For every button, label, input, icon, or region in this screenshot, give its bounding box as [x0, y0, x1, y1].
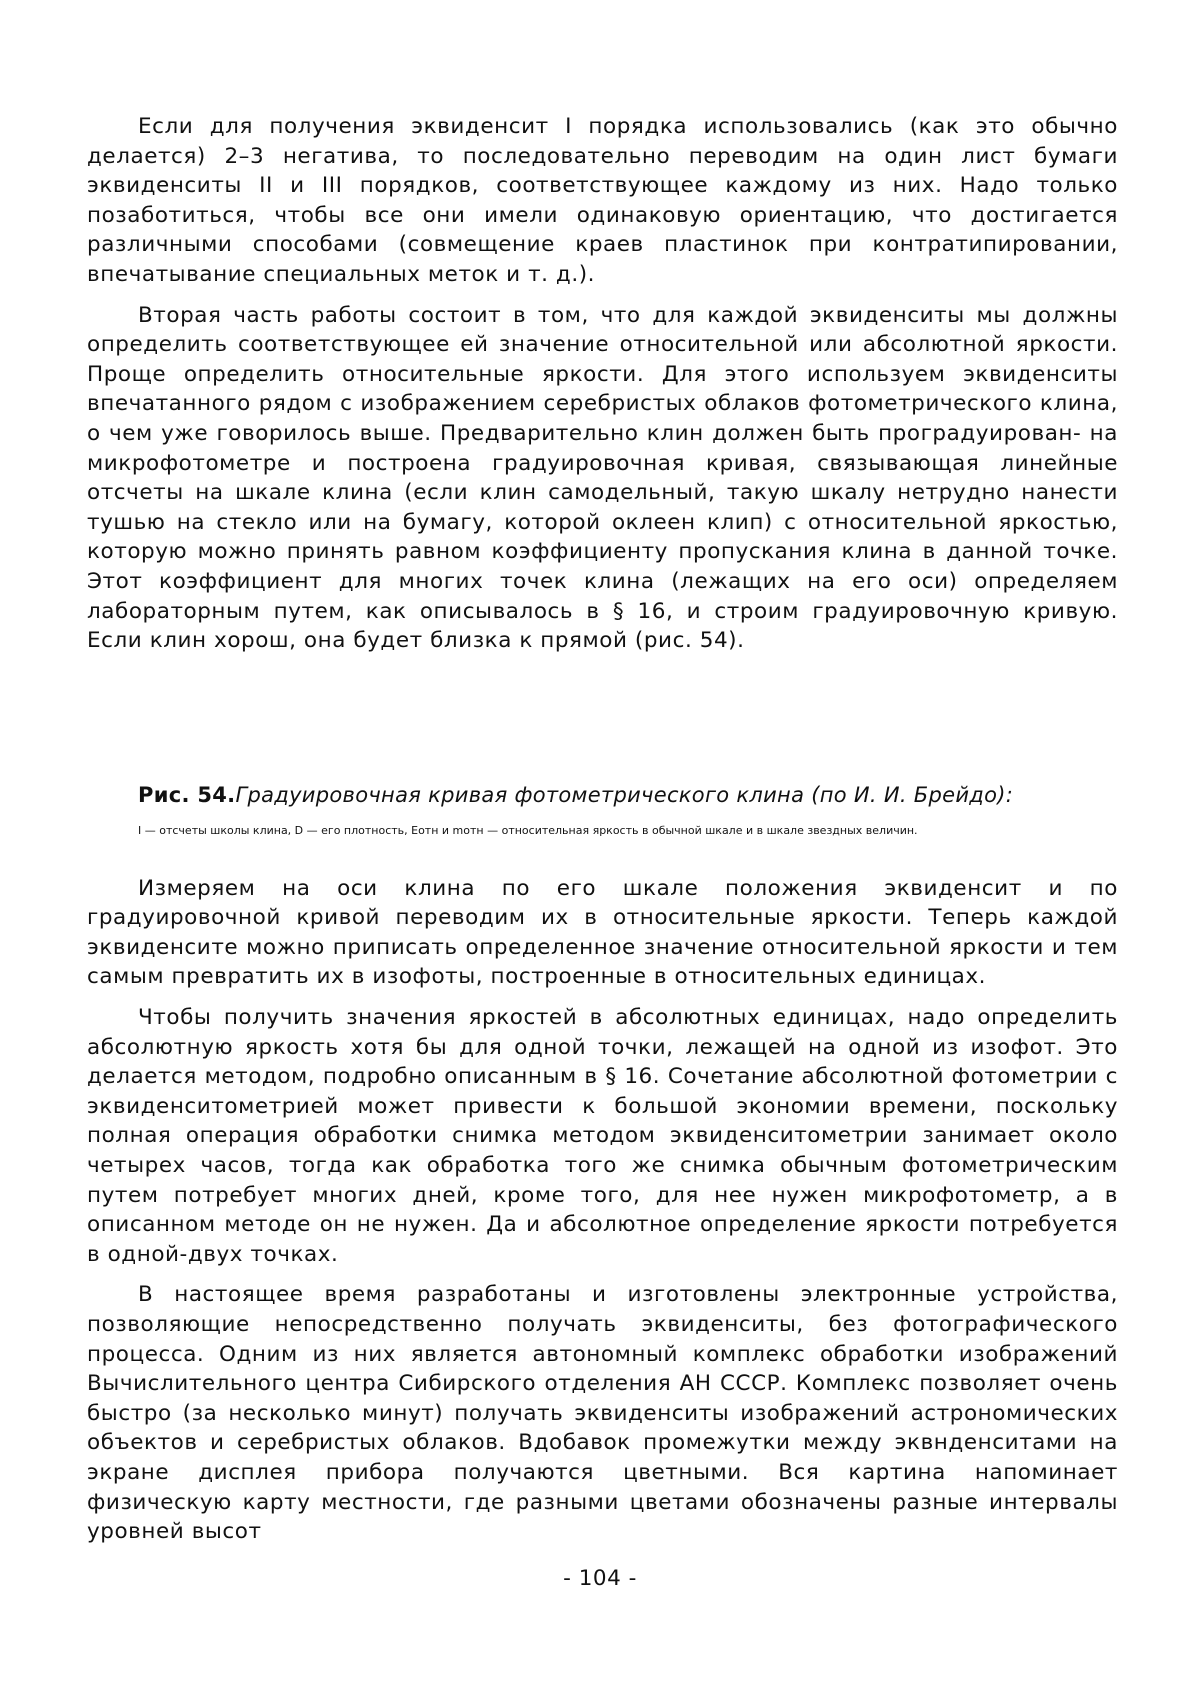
- figure-legend-note: I — отсчеты школы клина, D — его плотность, Eотн и mотн — относительная яркость в обычной шкале и в шкале звездных величин.: [138, 823, 918, 837]
- figure-label: Рис. 54.: [138, 782, 236, 807]
- figure-title: Градуировочная кривая фотометрического клина (по И. И. Брейдо):: [235, 782, 1014, 807]
- document-page: [87, 112, 1118, 1558]
- body-paragraph: Если для получения эквиденсит I порядка использовались (как это обычно делается) 2–3 негатива, то последовательно переводим на один лист бумаги эквиденситы II и III порядков, соответствующее каждому из них. Надо только позаботиться, чтобы все они имели одинаковую ориентацию, что достигается различными способами (совмещение краев пластинок при контратипировании, впечатывание специальных меток и т. д.).: [87, 114, 1118, 287]
- body-paragraph: В настоящее время разработаны и изготовлены электронные устройства, позволяющие непосредственно получать эквиденситы, без фотографического процесса. Одним из них является автономный комплекс обработки изображений Вычислительного центра Сибирского отделения АН СССР. Комплекс позволяет очень быстро (за несколько минут) получать эквиденситы изображений астрономических объектов и серебристых облаков. Вдобавок промежутки между эквнденситами на экране дисплея прибора получаются цветными. Вся картина напоминает физическую карту местности, где разными цветами обозначены разные интервалы уровней высот: [87, 1282, 1118, 1545]
- figure-caption: [87, 780, 1118, 810]
- figure-placeholder: [87, 667, 1118, 780]
- body-paragraph: Вторая часть работы состоит в том, что для каждой эквиденситы мы должны определить соответствующее ей значение относительной или абсолютной яркости. Проще определить относительные яркости. Для этого используем эквиденситы впечатанного рядом с изображением серебристых облаков фотометрического клина, о чем уже говорилось выше. Предварительно клин должен быть проградуирован- на микрофотометре и построена градуировочная кривая, связывающая линейные отсчеты на шкале клина (если клин самодельный, такую шкалу нетрудно нанести тушью на стекло или на бумагу, которой оклеен клип) с относительной яркостью, которую можно принять равном коэффициенту пропускания клина в данной точке. Этот коэффициент для многих точек клина (лежащих на его оси) определяем лабораторным путем, как описывалось в § 16, и строим градуировочную кривую. Если клин хорош, она будет близка к прямой (рис. 54).: [87, 302, 1118, 654]
- page-number: - 104 -: [563, 1566, 637, 1591]
- body-paragraph: Измеряем на оси клина по его шкале положения эквиденсит и по градуировочной кривой переводим их в относительные яркости. Теперь каждой эквиденсите можно приписать определенное значение относительной яркости и тем самым превратить их в изофоты, построенные в относительных единицах.: [87, 875, 1118, 990]
- body-paragraph: Чтобы получить значения яркостей в абсолютных единицах, надо определить абсолютную яркость хотя бы для одной точки, лежащей на одной из изофот. Это делается методом, подробно описанным в § 16. Сочетание абсолютной фотометрии с эквиденситометрией может привести к большой экономии времени, поскольку полная операция обработки снимка методом эквиденситометрии занимает около четырех часов, тогда как обработка того же снимка обычным фотометрическим путем потребует многих дней, кроме того, для нее нужен микрофотометр, а в описанном методе он не нужен. Да и абсолютное определение яркости потребуется в одной-двух точках.: [87, 1005, 1118, 1267]
